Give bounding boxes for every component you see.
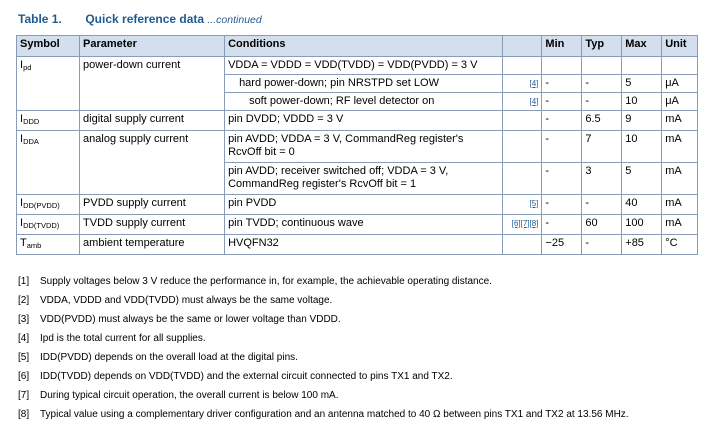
unit-cell: °C — [662, 235, 698, 255]
unit-cell: mA — [662, 195, 698, 215]
note-item — [18, 409, 629, 420]
ref-cell — [502, 111, 542, 131]
typ-cell: - — [582, 195, 622, 215]
note-number: [6] — [18, 371, 30, 382]
note-text: Supply voltages below 3 V reduce the performance in, for example, the achievable operating distance. — [40, 276, 492, 287]
note-number: [7] — [18, 390, 30, 401]
ref-link[interactable] — [502, 215, 542, 235]
symbol-sub: DD(TVDD) — [23, 221, 60, 230]
note-number: [5] — [18, 352, 30, 363]
max-cell: 5 — [622, 75, 662, 93]
header-unit: Unit — [662, 36, 698, 57]
symbol-sub: amb — [26, 241, 42, 250]
min-cell: −25 — [542, 235, 582, 255]
unit-cell: mA — [662, 163, 698, 195]
unit-cell: μA — [662, 93, 698, 111]
typ-cell: - — [582, 235, 622, 255]
note-number: [4] — [18, 333, 30, 344]
parameter-cell: TVDD supply current — [80, 215, 225, 235]
unit-cell: μA — [662, 75, 698, 93]
symbol-text: I — [20, 59, 24, 71]
condition-cell: hard power-down; pin NRSTPD set LOW — [225, 75, 502, 93]
note-number: [8] — [18, 409, 30, 420]
typ-cell: - — [582, 75, 622, 93]
note-text: VDDA, VDDD and VDD(TVDD) must always be the same voltage. — [40, 295, 333, 306]
note-item — [18, 295, 332, 306]
min-cell: - — [542, 93, 582, 111]
symbol-cell — [17, 215, 80, 235]
header-typ: Typ — [582, 36, 622, 57]
condition-cell: HVQFN32 — [225, 235, 502, 255]
symbol-sub: DDD — [23, 117, 40, 126]
header-conditions: Conditions — [225, 36, 502, 57]
unit-cell — [662, 57, 698, 75]
header-parameter: Parameter — [80, 36, 225, 57]
condition-cell: pin DVDD; VDDD = 3 V — [225, 111, 502, 131]
table-row — [17, 235, 698, 255]
note-number: [3] — [18, 314, 30, 325]
symbol-cell — [17, 111, 80, 131]
condition-cell: soft power-down; RF level detector on — [225, 93, 502, 111]
note-item — [18, 352, 298, 363]
note-item — [18, 333, 206, 344]
min-cell — [542, 57, 582, 75]
min-cell: - — [542, 75, 582, 93]
max-cell: 40 — [622, 195, 662, 215]
ref-cell — [502, 235, 542, 255]
max-cell: 100 — [622, 215, 662, 235]
table-row — [17, 195, 698, 215]
symbol-cell — [17, 195, 80, 215]
min-cell: - — [542, 195, 582, 215]
header-min: Min — [542, 36, 582, 57]
symbol-sub: DDA — [23, 137, 39, 146]
symbol-text: I — [20, 113, 24, 125]
ref-link[interactable] — [502, 75, 542, 93]
quick-reference-table — [16, 35, 698, 255]
note-item — [18, 371, 453, 382]
symbol-text: I — [20, 133, 24, 145]
condition-cell: pin AVDD; receiver switched off; VDDA = 3 V, CommandReg register's RcvOff bit = 1 — [225, 163, 502, 195]
ref-link[interactable] — [502, 195, 542, 215]
table-row — [17, 57, 698, 75]
note-text: During typical circuit operation, the overall current is below 100 mA. — [40, 390, 339, 401]
note-number: [2] — [18, 295, 30, 306]
note-text: VDD(PVDD) must always be the same or lower voltage than VDDD. — [40, 314, 341, 325]
ref-cell — [502, 163, 542, 195]
parameter-cell: PVDD supply current — [80, 195, 225, 215]
ref-text[interactable]: [5] — [529, 199, 539, 208]
header-symbol: Symbol — [17, 36, 80, 57]
unit-cell: mA — [662, 111, 698, 131]
symbol-cell — [17, 131, 80, 195]
min-cell: - — [542, 131, 582, 163]
note-item — [18, 390, 338, 401]
header-row — [17, 36, 698, 57]
typ-cell: - — [582, 93, 622, 111]
table-row — [17, 215, 698, 235]
ref-text[interactable]: [4] — [529, 97, 539, 106]
parameter-cell: ambient temperature — [80, 235, 225, 255]
min-cell: - — [542, 163, 582, 195]
table-label: Table 1. — [18, 12, 62, 26]
note-text: Typical value using a complementary driver configuration and an antenna matched to 40 Ω between pins TX1 and TX2 at 13.56 MHz. — [40, 409, 629, 420]
note-item — [18, 314, 341, 325]
table-row — [17, 111, 698, 131]
condition-cell: pin PVDD — [225, 195, 502, 215]
symbol-cell — [17, 235, 80, 255]
max-cell: 9 — [622, 111, 662, 131]
note-text: IDD(PVDD) depends on the overall load at the digital pins. — [40, 352, 298, 363]
ref-cell — [502, 57, 542, 75]
typ-cell: 6.5 — [582, 111, 622, 131]
table-title — [18, 12, 262, 26]
unit-cell: mA — [662, 131, 698, 163]
parameter-cell: analog supply current — [80, 131, 225, 195]
typ-cell: 7 — [582, 131, 622, 163]
unit-cell: mA — [662, 215, 698, 235]
max-cell: 10 — [622, 131, 662, 163]
symbol-text: I — [20, 197, 24, 209]
max-cell: +85 — [622, 235, 662, 255]
typ-cell: 3 — [582, 163, 622, 195]
table-continued: ...continued — [207, 14, 262, 26]
table-row — [17, 131, 698, 163]
typ-cell — [582, 57, 622, 75]
header-max: Max — [622, 36, 662, 57]
table-name: Quick reference data — [85, 12, 205, 26]
symbol-text: T — [20, 237, 27, 249]
ref-link[interactable] — [502, 93, 542, 111]
parameter-cell: digital supply current — [80, 111, 225, 131]
note-text: IDD(TVDD) depends on VDD(TVDD) and the external circuit connected to pins TX1 and TX2. — [40, 371, 453, 382]
max-cell: 10 — [622, 93, 662, 111]
parameter-cell: power-down current — [80, 57, 225, 111]
ref-text[interactable]: [4] — [529, 79, 539, 88]
ref-text[interactable]: [6][7][8] — [511, 219, 539, 228]
note-text: Ipd is the total current for all supplies. — [40, 333, 206, 344]
condition-cell: pin TVDD; continuous wave — [225, 215, 502, 235]
symbol-cell — [17, 57, 80, 111]
note-number: [1] — [18, 276, 30, 287]
header-ref — [502, 36, 542, 57]
min-cell: - — [542, 111, 582, 131]
condition-cell: pin AVDD; VDDA = 3 V, CommandReg register's RcvOff bit = 0 — [225, 131, 502, 163]
symbol-sub: DD(PVDD) — [23, 201, 60, 210]
typ-cell: 60 — [582, 215, 622, 235]
symbol-text: I — [20, 217, 24, 229]
max-cell: 5 — [622, 163, 662, 195]
note-item — [18, 276, 492, 287]
max-cell — [622, 57, 662, 75]
ref-cell — [502, 131, 542, 163]
condition-cell: VDDA = VDDD = VDD(TVDD) = VDD(PVDD) = 3 V — [225, 57, 502, 75]
symbol-sub: pd — [23, 63, 32, 72]
min-cell: - — [542, 215, 582, 235]
